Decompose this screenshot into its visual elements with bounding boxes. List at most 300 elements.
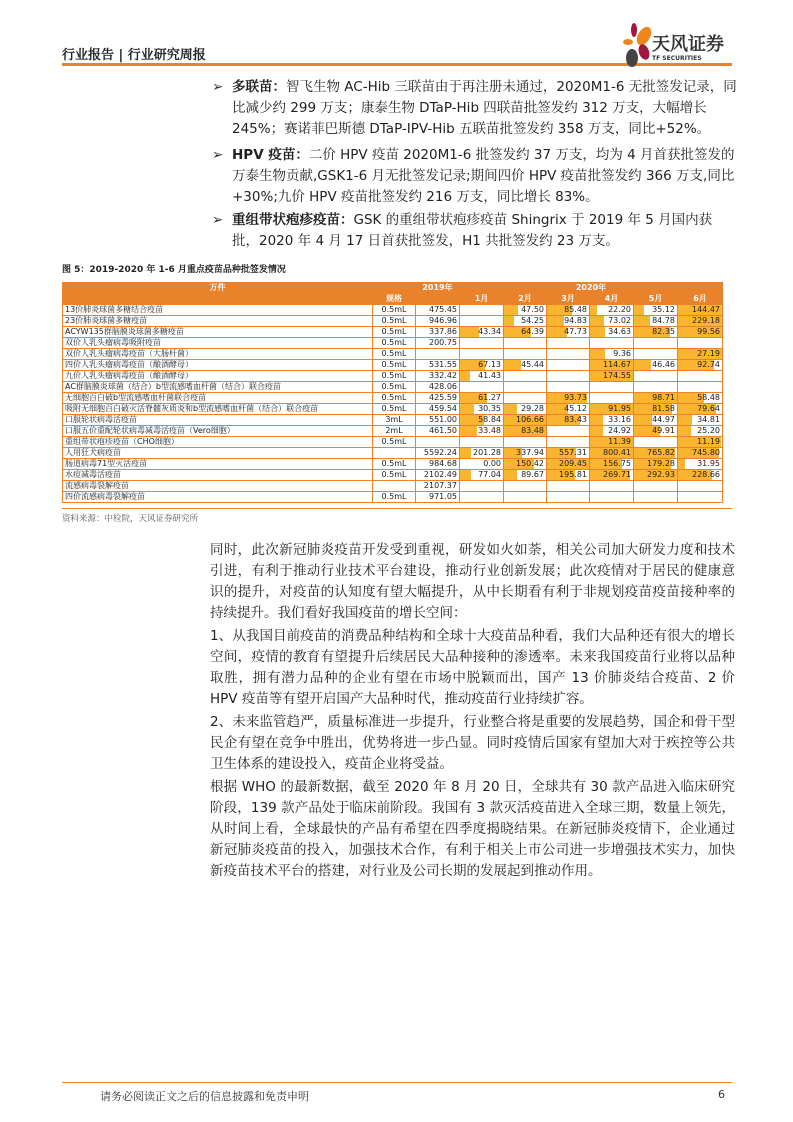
arrow-bullet-icon: ➢ bbox=[212, 212, 224, 228]
cell-value: 92.74 bbox=[697, 360, 720, 369]
cell-value: 11.39 bbox=[608, 437, 631, 446]
value-2020-month bbox=[460, 382, 504, 393]
value-2020-month bbox=[590, 470, 634, 481]
cell-value: 292.93 bbox=[647, 470, 675, 479]
cell-value: 557.31 bbox=[559, 448, 587, 457]
cell-value: 106.66 bbox=[516, 415, 544, 424]
cell-value: 41.43 bbox=[478, 371, 501, 380]
vaccine-name: 四价流感病毒裂解疫苗 bbox=[63, 492, 373, 503]
cell-value: 29.28 bbox=[521, 404, 544, 413]
bullet-hpv bbox=[212, 145, 737, 208]
figure-source: 资料来源：中检院，天风证券研究所 bbox=[62, 514, 199, 524]
value-2020-month bbox=[678, 492, 723, 503]
cell-value: 114.67 bbox=[603, 360, 631, 369]
value-2020-month bbox=[678, 448, 723, 459]
cell-value: 209.45 bbox=[559, 459, 587, 468]
cell-value: 58.48 bbox=[697, 393, 720, 402]
cell-value: 425.59 bbox=[429, 393, 457, 402]
value-2020-month bbox=[547, 426, 590, 437]
spec-cell: 0.5mL bbox=[373, 382, 416, 393]
spec-cell: 0.5mL bbox=[373, 327, 416, 338]
cell-value: 201.28 bbox=[473, 448, 501, 457]
spec-cell: 0.5mL bbox=[373, 338, 416, 349]
value-2020-month bbox=[678, 316, 723, 327]
value-2020-month bbox=[634, 316, 678, 327]
value-2020-month bbox=[504, 481, 547, 492]
value-2020-month bbox=[590, 349, 634, 360]
table-row bbox=[63, 437, 723, 448]
value-2020-month bbox=[678, 360, 723, 371]
cell-value: 54.25 bbox=[521, 316, 544, 325]
value-2020-month bbox=[547, 382, 590, 393]
cell-value: 269.71 bbox=[603, 470, 631, 479]
cell-value: 61.27 bbox=[478, 393, 501, 402]
table-row bbox=[63, 426, 723, 437]
report-header-title: 行业报告 | 行业研究周报 bbox=[62, 48, 206, 63]
cell-value: 428.06 bbox=[429, 382, 457, 391]
value-2020-month bbox=[460, 448, 504, 459]
table-row bbox=[63, 415, 723, 426]
table-row bbox=[63, 371, 723, 382]
paragraph-2: 1、从我国目前疫苗的消费品种结构和全球十大疫苗品种看，我们大品种还有很大的增长空间，疫情的教育有望提升后续居民大品种接种的渗透率。未来我国疫苗行业将以品种取胜，拥有潜力品种的企业有望在市场中脱颖而出，国产 13 价肺炎结合疫苗、2 价 HPV 疫苗等有望开启国产大品种时代，推动疫苗行业持续扩容。 bbox=[210, 628, 735, 707]
vaccine-name: 九价人乳头瘤病毒疫苗（酿酒酵母） bbox=[63, 371, 373, 382]
value-2020-month bbox=[678, 437, 723, 448]
value-2019 bbox=[416, 316, 460, 327]
value-2020-month bbox=[547, 316, 590, 327]
bullet-label: HPV 疫苗： bbox=[232, 147, 309, 163]
value-2020-month bbox=[504, 305, 547, 316]
value-2020-month bbox=[590, 404, 634, 415]
value-2020-month bbox=[460, 349, 504, 360]
cell-value: 45.12 bbox=[564, 404, 587, 413]
data-bar bbox=[460, 470, 471, 480]
bullet-text: 二价 HPV 疫苗 2020M1-6 批签发约 37 万支，均为 4 月首获批签发的万泰生物贡献,GSK1-6 月无批签发记录;期间四价 HPV 疫苗批签发约 366 万支,同比+30%;九价 HPV 疫苗批签发约 216 万支，同比增长 83%。 bbox=[232, 147, 735, 205]
cell-value: 49.91 bbox=[652, 426, 675, 435]
data-bar bbox=[460, 426, 477, 436]
month-header: 3月 bbox=[547, 294, 590, 305]
value-2020-month bbox=[634, 459, 678, 470]
value-2020-month bbox=[547, 437, 590, 448]
value-2019 bbox=[416, 371, 460, 382]
vaccine-name: 13价肺炎球菌多糖结合疫苗 bbox=[63, 305, 373, 316]
cell-value: 156.75 bbox=[603, 459, 631, 468]
spec-cell: 0.5mL bbox=[373, 371, 416, 382]
cell-value: 150.42 bbox=[516, 459, 544, 468]
spec-cell: 3mL bbox=[373, 415, 416, 426]
value-2020-month bbox=[547, 415, 590, 426]
value-2020-month bbox=[504, 393, 547, 404]
table-row bbox=[63, 448, 723, 459]
value-2019 bbox=[416, 459, 460, 470]
value-2020-month bbox=[634, 349, 678, 360]
value-2020-month bbox=[590, 481, 634, 492]
value-2020-month bbox=[547, 492, 590, 503]
figure-title: 图 5：2019-2020 年 1-6 月重点疫苗品种批签发情况 bbox=[62, 265, 286, 275]
vaccine-name: AC群脑膜炎球菌（结合）b型流感嗜血杆菌（结合）联合疫苗 bbox=[63, 382, 373, 393]
cell-value: 0.00 bbox=[483, 459, 501, 468]
spec-cell: 0.5mL bbox=[373, 305, 416, 316]
vaccine-name: 吸附无细胞百白破灭活脊髓灰质炎和b型流感嗜血杆菌（结合）联合疫苗 bbox=[63, 404, 373, 415]
bullet-text: 智飞生物 AC-Hib 三联苗由于再注册未通过，2020M1-6 无批签发记录，同比减少约 299 万支；康泰生物 DTaP-Hib 四联苗批签发约 312 万支，大幅增长 245%；赛诺菲巴斯德 DTaP-IPV-Hib 五联苗批签发约 358 万支，同比+52%。 bbox=[232, 79, 737, 137]
value-2020-month bbox=[634, 481, 678, 492]
table-row bbox=[63, 393, 723, 404]
value-2020-month bbox=[590, 393, 634, 404]
cell-value: 35.12 bbox=[652, 305, 675, 314]
value-2020-month bbox=[634, 415, 678, 426]
paragraph-1: 同时，此次新冠肺炎疫苗开发受到重视，研发如火如荼，相关公司加大研发力度和技术引进，有利于推动行业技术平台建设，推动行业创新发展；此次疫情对于居民的健康意识的提升，对疫苗的认知度有望大幅提升，从中长期看有利于非规划疫苗疫苗接种率的持续提升。我们看好我国疫苗的增长空间： bbox=[210, 542, 735, 621]
cell-value: 83.48 bbox=[521, 426, 544, 435]
value-2020-month bbox=[460, 338, 504, 349]
cell-value: 459.54 bbox=[429, 404, 457, 413]
vaccine-name: 口服轮状病毒活疫苗 bbox=[63, 415, 373, 426]
paragraph-4: 根据 WHO 的最新数据，截至 2020 年 8 月 20 日，全球共有 30 款产品进入临床研究阶段，139 款产品处于临床前阶段。我国有 3 款灭活疫苗进入全球三期，数量上领先，从时间上看，全球最快的产品有希望在四季度揭晓结果。在新冠肺炎疫情下，企业通过新冠肺炎疫苗的投入，加强技术合作，有利于相关上市公司进一步增强技术实力，加快新疫苗技术平台的搭建，对行业及公司长期的发展起到推动作用。 bbox=[210, 779, 735, 879]
value-2020-month bbox=[504, 459, 547, 470]
value-2020-month bbox=[590, 459, 634, 470]
vaccine-name: 重组带状疱疹疫苗（CHO细胞） bbox=[63, 437, 373, 448]
arrow-bullet-icon: ➢ bbox=[212, 79, 224, 95]
value-2020-month bbox=[460, 492, 504, 503]
cell-value: 461.50 bbox=[429, 426, 457, 435]
value-2019 bbox=[416, 426, 460, 437]
table-row bbox=[63, 327, 723, 338]
bullet-shingles bbox=[212, 210, 737, 252]
value-2019 bbox=[416, 393, 460, 404]
cell-value: 765.82 bbox=[647, 448, 675, 457]
year-2019-header: 2019年 bbox=[416, 283, 460, 294]
data-bar bbox=[590, 305, 597, 315]
value-2020-month bbox=[590, 338, 634, 349]
month-header: 1月 bbox=[460, 294, 504, 305]
value-2020-month bbox=[678, 415, 723, 426]
logo-text-cn: 天风证券 bbox=[652, 34, 724, 55]
value-2020-month bbox=[460, 305, 504, 316]
value-2020-month bbox=[460, 415, 504, 426]
cell-value: 2102.49 bbox=[423, 470, 457, 479]
table-row bbox=[63, 404, 723, 415]
cell-value: 531.55 bbox=[429, 360, 457, 369]
source-divider bbox=[62, 508, 732, 509]
cell-value: 43.34 bbox=[478, 327, 501, 336]
vaccine-name: ACYW135群脑膜炎球菌多糖疫苗 bbox=[63, 327, 373, 338]
value-2020-month bbox=[504, 316, 547, 327]
spec-cell bbox=[373, 448, 416, 459]
data-bar bbox=[504, 305, 518, 315]
spec-cell: 2mL bbox=[373, 426, 416, 437]
value-2020-month bbox=[590, 492, 634, 503]
data-bar bbox=[460, 448, 471, 458]
unit-header: 万件 bbox=[63, 283, 373, 294]
value-2020-month bbox=[590, 360, 634, 371]
cell-value: 91.95 bbox=[608, 404, 631, 413]
cell-value: 745.80 bbox=[692, 448, 720, 457]
data-bar bbox=[634, 316, 650, 326]
value-2020-month bbox=[460, 316, 504, 327]
bullet-label: 多联苗： bbox=[232, 79, 286, 95]
data-bar bbox=[460, 371, 470, 381]
value-2019 bbox=[416, 415, 460, 426]
value-2020-month bbox=[590, 305, 634, 316]
cell-value: 46.46 bbox=[652, 360, 675, 369]
cell-value: 25.20 bbox=[697, 426, 720, 435]
value-2020-month bbox=[547, 360, 590, 371]
value-2020-month bbox=[547, 481, 590, 492]
value-2020-month bbox=[504, 338, 547, 349]
value-2020-month bbox=[547, 371, 590, 382]
logo-text-en: TF SECURITIES bbox=[652, 55, 702, 62]
value-2020-month bbox=[634, 404, 678, 415]
cell-value: 33.48 bbox=[478, 426, 501, 435]
cell-value: 800.41 bbox=[603, 448, 631, 457]
value-2020-month bbox=[504, 349, 547, 360]
cell-value: 195.81 bbox=[559, 470, 587, 479]
paragraph-3: 2、未来监管趋严，质量标准进一步提升，行业整合将是重要的发展趋势，国企和骨干型民企有望在竞争中胜出，优势将进一步凸显。同时疫情后国家有望加大对于疾控等公共卫生体系的建设投入，疫苗企业将受益。 bbox=[210, 714, 735, 772]
value-2020-month bbox=[590, 448, 634, 459]
cell-value: 83.43 bbox=[564, 415, 587, 424]
value-2020-month bbox=[547, 305, 590, 316]
cell-value: 47.50 bbox=[521, 305, 544, 314]
data-bar bbox=[460, 404, 474, 414]
data-bar bbox=[504, 404, 517, 414]
value-2020-month bbox=[678, 349, 723, 360]
cell-value: 22.20 bbox=[608, 305, 631, 314]
cell-value: 31.95 bbox=[697, 459, 720, 468]
cell-value: 77.04 bbox=[478, 470, 501, 479]
vaccine-name: 双价人乳头瘤病毒疫苗（大肠杆菌） bbox=[63, 349, 373, 360]
value-2020-month bbox=[547, 404, 590, 415]
month-header: 5月 bbox=[634, 294, 678, 305]
value-2020-month bbox=[678, 382, 723, 393]
cell-value: 337.86 bbox=[429, 327, 457, 336]
data-bar bbox=[590, 327, 605, 337]
cell-value: 9.36 bbox=[613, 349, 631, 358]
cell-value: 971.05 bbox=[429, 492, 457, 501]
value-2019 bbox=[416, 448, 460, 459]
value-2019 bbox=[416, 382, 460, 393]
data-bar bbox=[504, 360, 521, 370]
value-2020-month bbox=[678, 404, 723, 415]
data-bar bbox=[460, 327, 479, 337]
value-2020-month bbox=[547, 338, 590, 349]
cell-value: 144.47 bbox=[692, 305, 720, 314]
cell-value: 84.78 bbox=[652, 316, 675, 325]
value-2020-month bbox=[460, 404, 504, 415]
value-2020-month bbox=[634, 327, 678, 338]
spec-cell: 0.5mL bbox=[373, 492, 416, 503]
table-row bbox=[63, 349, 723, 360]
value-2020-month bbox=[460, 393, 504, 404]
spec-cell: 0.5mL bbox=[373, 349, 416, 360]
cell-value: 73.02 bbox=[608, 316, 631, 325]
value-2020-month bbox=[634, 338, 678, 349]
value-2020-month bbox=[504, 371, 547, 382]
value-2020-month bbox=[547, 470, 590, 481]
page-number: 6 bbox=[718, 1088, 725, 1101]
value-2020-month bbox=[634, 382, 678, 393]
cell-value: 94.83 bbox=[564, 316, 587, 325]
cell-value: 11.19 bbox=[697, 437, 720, 446]
value-2019 bbox=[416, 437, 460, 448]
value-2020-month bbox=[504, 404, 547, 415]
cell-value: 79.64 bbox=[697, 404, 720, 413]
value-2020-month bbox=[460, 360, 504, 371]
table-row bbox=[63, 360, 723, 371]
cell-value: 33.16 bbox=[608, 415, 631, 424]
data-bar bbox=[678, 426, 691, 436]
value-2020-month bbox=[547, 349, 590, 360]
spec-cell: 0.5mL bbox=[373, 404, 416, 415]
value-2020-month bbox=[504, 382, 547, 393]
value-2020-month bbox=[634, 492, 678, 503]
value-2020-month bbox=[678, 426, 723, 437]
spec-cell: 0.5mL bbox=[373, 470, 416, 481]
value-2020-month bbox=[504, 470, 547, 481]
value-2020-month bbox=[634, 360, 678, 371]
cell-value: 58.84 bbox=[478, 415, 501, 424]
value-2020-month bbox=[504, 415, 547, 426]
cell-value: 93.73 bbox=[564, 393, 587, 402]
data-bar bbox=[590, 415, 603, 425]
cell-value: 64.39 bbox=[521, 327, 544, 336]
value-2020-month bbox=[634, 437, 678, 448]
vaccine-name: 流感病毒裂解疫苗 bbox=[63, 481, 373, 492]
month-header: 6月 bbox=[678, 294, 723, 305]
value-2020-month bbox=[590, 426, 634, 437]
bullet-text: GSK 的重组带状疱疹疫苗 Shingrix 于 2019 年 5 月国内获批，2020 年 4 月 17 日首获批签发，H1 共批签发约 23 万支。 bbox=[232, 212, 713, 249]
value-2020-month bbox=[590, 316, 634, 327]
value-2020-month bbox=[634, 371, 678, 382]
cell-value: 551.00 bbox=[429, 415, 457, 424]
month-header: 4月 bbox=[590, 294, 634, 305]
value-2019 bbox=[416, 404, 460, 415]
value-2020-month bbox=[547, 393, 590, 404]
data-bar bbox=[504, 316, 514, 326]
vaccine-name: 口服五价重配轮状病毒减毒活疫苗（Vero细胞） bbox=[63, 426, 373, 437]
value-2020-month bbox=[504, 327, 547, 338]
value-2020-month bbox=[678, 393, 723, 404]
cell-value: 98.71 bbox=[652, 393, 675, 402]
cell-value: 34.63 bbox=[608, 327, 631, 336]
value-2020-month bbox=[634, 426, 678, 437]
table-row bbox=[63, 338, 723, 349]
value-2020-month bbox=[678, 338, 723, 349]
spec-cell: 0.5mL bbox=[373, 316, 416, 327]
value-2019 bbox=[416, 349, 460, 360]
value-2020-month bbox=[590, 371, 634, 382]
cell-value: 27.19 bbox=[697, 349, 720, 358]
footer-divider bbox=[62, 1082, 732, 1083]
value-2020-month bbox=[547, 448, 590, 459]
cell-value: 67.13 bbox=[478, 360, 501, 369]
value-2020-month bbox=[504, 360, 547, 371]
cell-value: 228.66 bbox=[692, 470, 720, 479]
value-2020-month bbox=[590, 415, 634, 426]
bullet-multivalent bbox=[212, 77, 737, 140]
cell-value: 5592.24 bbox=[423, 448, 457, 457]
value-2020-month bbox=[678, 327, 723, 338]
year-2020-header: 2020年 bbox=[460, 283, 723, 294]
value-2019 bbox=[416, 481, 460, 492]
value-2020-month bbox=[678, 481, 723, 492]
data-bar bbox=[634, 360, 651, 370]
cell-value: 34.81 bbox=[697, 415, 720, 424]
spec-cell: 0.5mL bbox=[373, 393, 416, 404]
value-2020-month bbox=[504, 437, 547, 448]
vaccine-name: 无细胞百白破b型流感嗜血杆菌联合疫苗 bbox=[63, 393, 373, 404]
bullet-label: 重组带状疱疹疫苗： bbox=[232, 212, 354, 228]
vaccine-name: 肠道病毒71型灭活疫苗 bbox=[63, 459, 373, 470]
cell-value: 99.56 bbox=[697, 327, 720, 336]
value-2019 bbox=[416, 492, 460, 503]
value-2020-month bbox=[504, 492, 547, 503]
cell-value: 229.18 bbox=[692, 316, 720, 325]
table-row bbox=[63, 382, 723, 393]
vaccine-name: 水痘减毒活疫苗 bbox=[63, 470, 373, 481]
value-2019 bbox=[416, 338, 460, 349]
cell-value: 47.73 bbox=[564, 327, 587, 336]
table-row bbox=[63, 470, 723, 481]
value-2020-month bbox=[460, 459, 504, 470]
data-bar bbox=[590, 316, 604, 326]
table-row bbox=[63, 459, 723, 470]
cell-value: 89.67 bbox=[521, 470, 544, 479]
arrow-bullet-icon: ➢ bbox=[212, 147, 224, 163]
vaccine-name: 人用狂犬病疫苗 bbox=[63, 448, 373, 459]
cell-value: 984.68 bbox=[429, 459, 457, 468]
data-bar bbox=[547, 316, 564, 326]
value-2020-month bbox=[678, 305, 723, 316]
cell-value: 44.97 bbox=[652, 415, 675, 424]
vaccine-name: 23价肺炎球菌多糖疫苗 bbox=[63, 316, 373, 327]
value-2019 bbox=[416, 470, 460, 481]
spec-cell bbox=[373, 481, 416, 492]
data-bar bbox=[634, 415, 652, 425]
data-bar bbox=[634, 305, 644, 315]
value-2020-month bbox=[460, 426, 504, 437]
disclaimer-text: 请务必阅读正文之后的信息披露和免责申明 bbox=[100, 1090, 309, 1103]
data-bar bbox=[590, 349, 605, 359]
table-row bbox=[63, 305, 723, 316]
value-2020-month bbox=[678, 470, 723, 481]
cell-value: 332.42 bbox=[429, 371, 457, 380]
cell-value: 174.55 bbox=[603, 371, 631, 380]
table-row bbox=[63, 492, 723, 503]
cell-value: 81.58 bbox=[652, 404, 675, 413]
cell-value: 82.35 bbox=[652, 327, 675, 336]
value-2020-month bbox=[634, 393, 678, 404]
spec-header: 规格 bbox=[373, 294, 416, 305]
data-bar bbox=[504, 470, 517, 480]
value-2019 bbox=[416, 360, 460, 371]
spec-cell: 0.5mL bbox=[373, 459, 416, 470]
cell-value: 475.45 bbox=[429, 305, 457, 314]
value-2020-month bbox=[460, 470, 504, 481]
value-2020-month bbox=[504, 426, 547, 437]
value-2020-month bbox=[590, 327, 634, 338]
vaccine-name: 四价人乳头瘤病毒疫苗（酿酒酵母） bbox=[63, 360, 373, 371]
data-bar bbox=[590, 426, 603, 436]
month-header: 2月 bbox=[504, 294, 547, 305]
vaccine-name: 双价人乳头瘤病毒吸附疫苗 bbox=[63, 338, 373, 349]
spec-cell: 0.5mL bbox=[373, 437, 416, 448]
value-2020-month bbox=[460, 481, 504, 492]
value-2020-month bbox=[504, 448, 547, 459]
value-2020-month bbox=[460, 327, 504, 338]
value-2020-month bbox=[678, 459, 723, 470]
value-2020-month bbox=[590, 437, 634, 448]
value-2020-month bbox=[678, 371, 723, 382]
spec-cell: 0.5mL bbox=[373, 360, 416, 371]
value-2020-month bbox=[590, 382, 634, 393]
